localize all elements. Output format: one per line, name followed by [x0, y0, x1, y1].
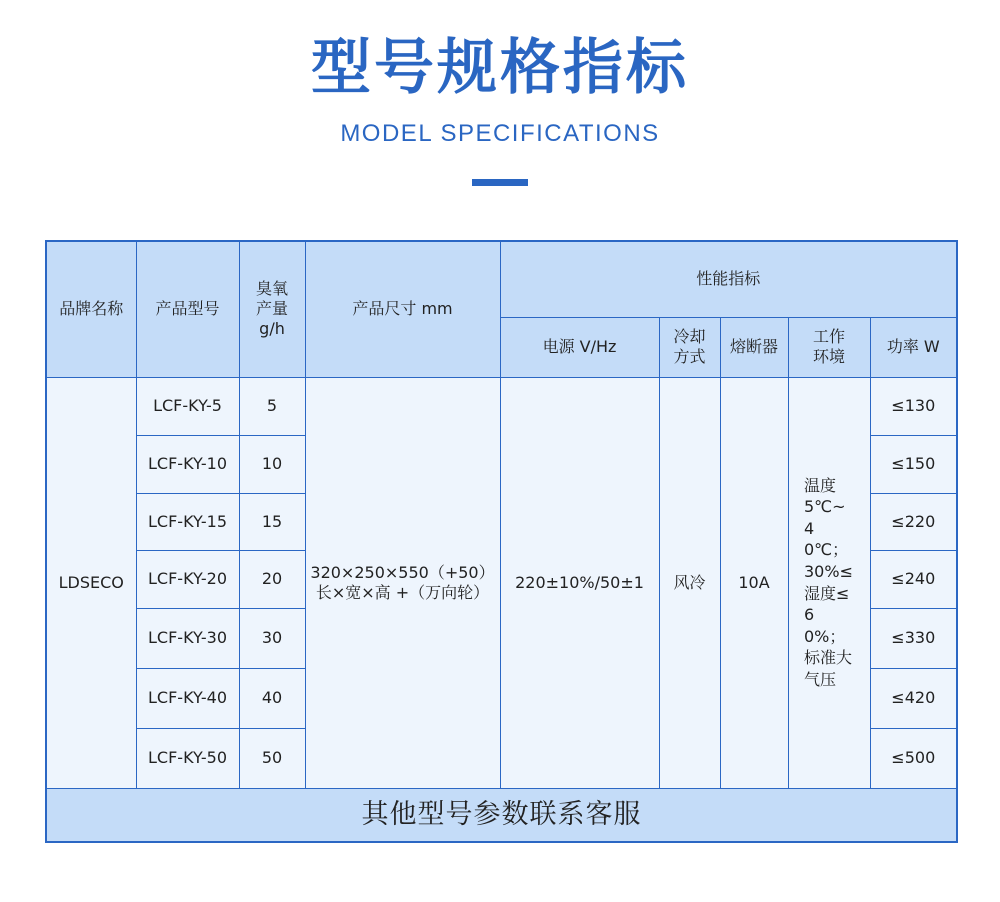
header-cooling	[659, 317, 720, 377]
page-subtitle: MODEL SPECIFICATIONS	[340, 120, 660, 147]
header-brand: 品牌名称	[46, 241, 136, 377]
size-cell	[305, 377, 500, 788]
power-cell: ≤150	[870, 435, 957, 493]
header-fuse: 熔断器	[720, 317, 788, 377]
model-cell: LCF-KY-30	[136, 608, 239, 668]
header-environment-label: 工作环境	[812, 327, 845, 366]
environment-cell	[788, 377, 870, 788]
spec-table	[45, 240, 958, 843]
output-cell: 15	[239, 493, 305, 550]
power-cell: ≤130	[870, 377, 957, 435]
power-cell: ≤420	[870, 668, 957, 728]
output-cell: 20	[239, 550, 305, 608]
table-row	[46, 377, 957, 435]
power-cell: ≤240	[870, 550, 957, 608]
header-model: 产品型号	[136, 241, 239, 377]
header-ozone-output-label: 臭氧产量g/h	[255, 279, 288, 339]
output-cell: 10	[239, 435, 305, 493]
cooling-cell: 风冷	[659, 377, 720, 788]
output-cell: 30	[239, 608, 305, 668]
header-environment	[788, 317, 870, 377]
page-title: 型号规格指标	[311, 33, 689, 103]
fuse-cell: 10A	[720, 377, 788, 788]
model-cell: LCF-KY-5	[136, 377, 239, 435]
model-cell: LCF-KY-10	[136, 435, 239, 493]
output-cell: 50	[239, 728, 305, 788]
model-cell: LCF-KY-40	[136, 668, 239, 728]
output-cell: 40	[239, 668, 305, 728]
model-cell: LCF-KY-20	[136, 550, 239, 608]
header-power-supply: 电源 V/Hz	[500, 317, 659, 377]
header-performance: 性能指标	[500, 241, 957, 317]
header-size: 产品尺寸 mm	[305, 241, 500, 377]
power-cell: ≤500	[870, 728, 957, 788]
contact-footer: 其他型号参数联系客服	[46, 788, 957, 842]
environment-text: 温度5℃~40℃；30%≤湿度≤60%；标准大气压	[804, 475, 853, 689]
output-cell: 5	[239, 377, 305, 435]
brand-cell: LDSECO	[46, 377, 136, 788]
header-cooling-label: 冷却方式	[673, 327, 706, 366]
size-description: 长×宽×高 +（万向轮）	[315, 582, 490, 602]
power-supply-cell: 220±10%/50±1	[500, 377, 659, 788]
size-dimensions: 320×250×550（+50）	[310, 562, 495, 582]
model-cell: LCF-KY-50	[136, 728, 239, 788]
power-cell: ≤220	[870, 493, 957, 550]
header-power: 功率 W	[870, 317, 957, 377]
power-cell: ≤330	[870, 608, 957, 668]
model-cell: LCF-KY-15	[136, 493, 239, 550]
title-underline	[472, 179, 528, 186]
header-ozone-output	[239, 241, 305, 377]
